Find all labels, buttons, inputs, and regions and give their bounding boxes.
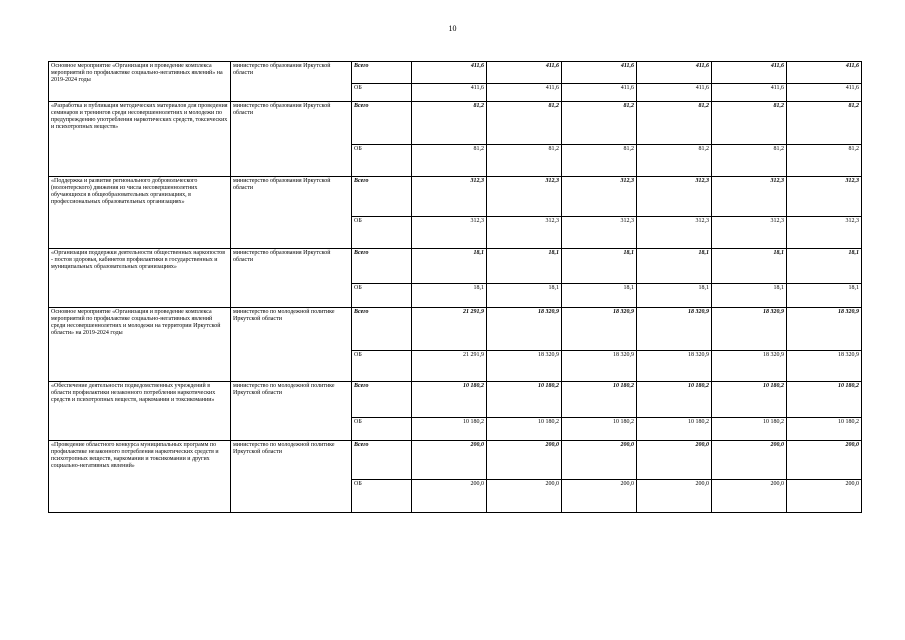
executor-name: министерство по молодежной политике Иркутской области (231, 441, 352, 513)
ob-value-cell: 312,3 (637, 217, 712, 249)
funding-source-total: Всего (352, 382, 412, 418)
total-value-cell: 200,0 (562, 441, 637, 480)
total-value-cell: 10 180,2 (487, 382, 562, 418)
ob-value-cell: 10 180,2 (712, 418, 787, 441)
table-row-total (49, 62, 862, 84)
total-value-cell: 10 180,2 (637, 382, 712, 418)
total-value-cell: 200,0 (412, 441, 487, 480)
ob-value-cell: 411,6 (562, 84, 637, 102)
total-value-cell: 81,2 (637, 102, 712, 145)
total-value-cell: 18,1 (487, 249, 562, 284)
total-value-cell: 10 180,2 (787, 382, 862, 418)
total-value-cell: 18,1 (712, 249, 787, 284)
budget-table (48, 61, 862, 513)
ob-value-cell: 411,6 (712, 84, 787, 102)
table-row-total (49, 382, 862, 418)
total-value-cell: 18 320,9 (562, 308, 637, 351)
total-value-cell: 81,2 (562, 102, 637, 145)
ob-value-cell: 200,0 (562, 480, 637, 513)
total-value-cell: 411,6 (637, 62, 712, 84)
total-value-cell: 411,6 (712, 62, 787, 84)
ob-value-cell: 10 180,2 (637, 418, 712, 441)
total-value-cell: 10 180,2 (712, 382, 787, 418)
funding-source-total: Всего (352, 308, 412, 351)
ob-value-cell: 10 180,2 (787, 418, 862, 441)
ob-value-cell: 18 320,9 (487, 351, 562, 382)
total-value-cell: 200,0 (712, 441, 787, 480)
activity-name: «Организация поддержки деятельности общественных наркопостов - постов здоровья, кабинетов профилактики в государственных и муниципальных образовательных организациях» (49, 249, 231, 308)
table-row-total (49, 308, 862, 351)
total-value-cell: 312,3 (562, 177, 637, 217)
total-value-cell: 312,3 (637, 177, 712, 217)
funding-source-ob: ОБ (352, 418, 412, 441)
ob-value-cell: 18 320,9 (637, 351, 712, 382)
ob-value-cell: 21 291,9 (412, 351, 487, 382)
table-row-total (49, 441, 862, 480)
ob-value-cell: 18,1 (712, 284, 787, 308)
ob-value-cell: 18,1 (487, 284, 562, 308)
total-value-cell: 411,6 (487, 62, 562, 84)
activity-name: «Обеспечение деятельности подведомственных учреждений в области профилактики незаконного потребления наркотических средств и психотропных веществ, наркомании и токсикомании» (49, 382, 231, 441)
executor-name: министерство образования Иркутской области (231, 249, 352, 308)
total-value-cell: 18,1 (637, 249, 712, 284)
total-value-cell: 18,1 (562, 249, 637, 284)
funding-source-total: Всего (352, 249, 412, 284)
funding-source-ob: ОБ (352, 351, 412, 382)
ob-value-cell: 81,2 (637, 145, 712, 177)
ob-value-cell: 81,2 (562, 145, 637, 177)
ob-value-cell: 18 320,9 (562, 351, 637, 382)
ob-value-cell: 18,1 (787, 284, 862, 308)
total-value-cell: 411,6 (562, 62, 637, 84)
ob-value-cell: 200,0 (487, 480, 562, 513)
executor-name: министерство образования Иркутской области (231, 62, 352, 102)
funding-source-ob: ОБ (352, 84, 412, 102)
ob-value-cell: 312,3 (412, 217, 487, 249)
total-value-cell: 21 291,9 (412, 308, 487, 351)
ob-value-cell: 200,0 (787, 480, 862, 513)
table-row-total (49, 102, 862, 145)
total-value-cell: 200,0 (487, 441, 562, 480)
ob-value-cell: 81,2 (787, 145, 862, 177)
ob-value-cell: 312,3 (787, 217, 862, 249)
ob-value-cell: 18 320,9 (712, 351, 787, 382)
ob-value-cell: 18,1 (412, 284, 487, 308)
ob-value-cell: 200,0 (712, 480, 787, 513)
executor-name: министерство образования Иркутской области (231, 177, 352, 249)
total-value-cell: 18,1 (412, 249, 487, 284)
funding-source-total: Всего (352, 177, 412, 217)
funding-source-ob: ОБ (352, 284, 412, 308)
ob-value-cell: 81,2 (412, 145, 487, 177)
ob-value-cell: 312,3 (487, 217, 562, 249)
funding-source-ob: ОБ (352, 217, 412, 249)
ob-value-cell: 411,6 (637, 84, 712, 102)
executor-name: министерство по молодежной политике Иркутской области (231, 382, 352, 441)
funding-source-ob: ОБ (352, 145, 412, 177)
total-value-cell: 411,6 (412, 62, 487, 84)
ob-value-cell: 10 180,2 (487, 418, 562, 441)
ob-value-cell: 18,1 (562, 284, 637, 308)
ob-value-cell: 411,6 (412, 84, 487, 102)
total-value-cell: 18,1 (787, 249, 862, 284)
ob-value-cell: 411,6 (787, 84, 862, 102)
total-value-cell: 10 180,2 (412, 382, 487, 418)
ob-value-cell: 18 320,9 (787, 351, 862, 382)
activity-name: «Поддержка и развитие регионального добровольческого (волонтерского) движения из числа несовершеннолетних обучающихся в общеобразовательных организациях, в профессиональных образовательных организациях» (49, 177, 231, 249)
total-value-cell: 18 320,9 (487, 308, 562, 351)
ob-value-cell: 312,3 (712, 217, 787, 249)
table-row-total (49, 249, 862, 284)
funding-source-total: Всего (352, 102, 412, 145)
total-value-cell: 18 320,9 (787, 308, 862, 351)
ob-value-cell: 10 180,2 (412, 418, 487, 441)
ob-value-cell: 200,0 (637, 480, 712, 513)
ob-value-cell: 18,1 (637, 284, 712, 308)
ob-value-cell: 81,2 (487, 145, 562, 177)
funding-source-ob: ОБ (352, 480, 412, 513)
activity-name: Основное мероприятие «Организация и проведение комплекса мероприятий по профилактике социально-негативных явлений среди несовершеннолетних и молодежи на территории Иркутской области» на 2019-2024 годы (49, 308, 231, 382)
total-value-cell: 81,2 (787, 102, 862, 145)
page-number: 10 (448, 24, 457, 33)
ob-value-cell: 81,2 (712, 145, 787, 177)
total-value-cell: 411,6 (787, 62, 862, 84)
executor-name: министерство образования Иркутской области (231, 102, 352, 177)
funding-source-total: Всего (352, 441, 412, 480)
total-value-cell: 18 320,9 (637, 308, 712, 351)
total-value-cell: 81,2 (412, 102, 487, 145)
activity-name: «Проведение областного конкурса муниципальных программ по профилактике незаконного потребления наркотических средств и психотропных веществ, наркомании и токсикомании и других социально-негативных явлений» (49, 441, 231, 513)
total-value-cell: 312,3 (412, 177, 487, 217)
funding-source-total: Всего (352, 62, 412, 84)
activity-name: Основное мероприятие «Организация и проведение комплекса мероприятий по профилактике социально-негативных явлений» на 2019-2024 годы (49, 62, 231, 102)
executor-name: министерство по молодежной политике Иркутской области (231, 308, 352, 382)
ob-value-cell: 200,0 (412, 480, 487, 513)
total-value-cell: 81,2 (487, 102, 562, 145)
total-value-cell: 312,3 (787, 177, 862, 217)
total-value-cell: 18 320,9 (712, 308, 787, 351)
total-value-cell: 81,2 (712, 102, 787, 145)
total-value-cell: 312,3 (712, 177, 787, 217)
table-row-total (49, 177, 862, 217)
activity-name: «Разработка и публикация методических материалов для проведения семинаров и тренингов среди несовершеннолетних и молодежи по предупреждению употребления наркотических средств, токсических и психотропных веществ» (49, 102, 231, 177)
total-value-cell: 200,0 (637, 441, 712, 480)
total-value-cell: 312,3 (487, 177, 562, 217)
total-value-cell: 10 180,2 (562, 382, 637, 418)
ob-value-cell: 312,3 (562, 217, 637, 249)
total-value-cell: 200,0 (787, 441, 862, 480)
ob-value-cell: 411,6 (487, 84, 562, 102)
ob-value-cell: 10 180,2 (562, 418, 637, 441)
